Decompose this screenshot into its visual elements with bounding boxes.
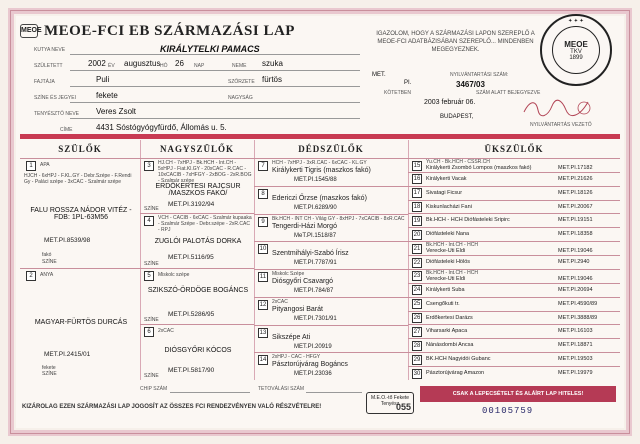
grandparent-name: ZUGLÓI PALOTÁS DORKA (154, 238, 242, 245)
issue-date: 2003 február 06. (424, 99, 476, 106)
gggp-reg: MET.PI.4590/89 (558, 300, 598, 307)
divider (70, 118, 360, 119)
great-grandparent-cell (254, 241, 408, 269)
ggp-reg: MET.PI.784/87 (294, 288, 334, 294)
gggp-name: Nánásdombi Ancsa (426, 342, 474, 349)
dog-coat: fürtös (262, 75, 283, 84)
grandparent-cell (140, 213, 254, 268)
gggp-reg: MET.PI.19151 (558, 217, 593, 224)
color-label: SZÍNE (42, 371, 57, 377)
divider (70, 54, 360, 55)
cell-number: 16 (413, 176, 421, 183)
gggp-name: Sivatagi Ficsur (426, 189, 463, 196)
gggp-reg: MET.PI.19979 (558, 370, 593, 377)
parent-name: FALU ROSSZA NÁDOR VITÉZ - FDB: 1PL-63M56 (30, 207, 132, 221)
stamp-center-text: MEOE (564, 39, 588, 49)
cell-number: 3 (144, 161, 154, 171)
cell-number: 5 (144, 271, 154, 281)
gggp-name: Viharsarki Apaca (426, 328, 468, 335)
gggp-name: Verecke-Uti Eldi (426, 275, 466, 282)
great-great-grandparent-cell (408, 200, 620, 214)
color-label: SZÍNE (42, 259, 57, 265)
ggp-name: Pityangosi Barát (272, 305, 323, 313)
breeder-label: TENYÉSZTŐ NEVE (34, 111, 80, 117)
great-great-grandparent-cell (408, 311, 620, 325)
stamp-arc-text: ✦ ✦ ✦ (568, 18, 584, 23)
col-header-great-grandparents: DÉDSZÜLŐK (298, 144, 364, 154)
great-great-grandparent-cell (408, 269, 620, 283)
cell-number: 30 (413, 370, 421, 377)
grandparent-name: ERDŐKERTESI RAJCSUR /MASZKOS FAKÓ/ (155, 183, 241, 197)
gggp-titles: Bk.HCH - Int.CH - HCH (426, 269, 478, 276)
color-label: SZÍNE (144, 206, 159, 212)
chip-line (170, 392, 250, 393)
gggp-name: Diófásteleki Nana (426, 231, 470, 238)
chip-label: CHIP SZÁM (140, 386, 168, 392)
cell-number: 26 (413, 315, 421, 322)
tattoo-line (306, 392, 362, 393)
birth-day: 26 (175, 59, 184, 68)
gggp-reg: MET.PI.17182 (558, 165, 593, 171)
cell-number: 6 (144, 327, 154, 337)
parent-name: MAGYAR-FÜRTÖS DURCÁS (34, 319, 128, 326)
divider (70, 86, 360, 87)
color-label: SZÍNE (144, 317, 159, 323)
cell-number: 19 (413, 217, 421, 224)
reg-prefix: MET. (372, 72, 386, 78)
grandparent-reg: MET.PI.5817/90 (168, 367, 215, 374)
gggp-name: Királykerti Zsombó Lompos (maszkos fakó) (426, 165, 532, 171)
cell-number: 14 (259, 357, 267, 364)
great-great-grandparent-cell (408, 186, 620, 200)
meoe-logo-icon: MEOE (20, 24, 38, 38)
page-title: MEOE-FCI EB SZÁRMAZÁSI LAP (44, 22, 295, 39)
gggp-reg: MET.PI.3888/89 (558, 314, 598, 321)
grandparent-reg: MET.PI.5286/95 (168, 311, 215, 318)
grandparent-reg: MET.PI.5116/95 (168, 254, 214, 261)
grandparent-cell (140, 158, 254, 213)
dog-sex: szuka (262, 59, 283, 68)
parent-reg: MET.PI.8539/98 (44, 237, 91, 244)
validity-box: CSAK A LEPECSÉTELT ÉS ALÁÍRT LAP HITELES! (420, 386, 616, 402)
grandparent-titles: 2xCAC (158, 328, 174, 334)
great-great-grandparent-cell (408, 324, 620, 338)
cell-number: 27 (413, 328, 421, 335)
col-header-grandparents: NAGYSZÜLŐK (159, 144, 234, 154)
cell-number: 23 (413, 273, 421, 280)
great-grandparent-cell (254, 158, 408, 186)
great-grandparent-cell (254, 186, 408, 214)
dog-name: KIRÁLYTELKI PAMACS (160, 44, 260, 54)
gggp-reg: MET.PI.18871 (558, 342, 593, 349)
breed-label: FAJTÁJA (34, 79, 55, 85)
ggp-name: Sikszépe Ati (272, 333, 311, 341)
cell-number: 8 (258, 189, 268, 199)
gggp-reg: MET.PI.18358 (558, 231, 593, 238)
gggp-name: Diófásteleki Hölös (426, 259, 471, 266)
col-header-parents: SZÜLŐK (58, 144, 102, 154)
grandparent-titles: VCH - CACIB - 6xCAC - Szalmár kupaaka - Szalmár Szépe - Debr.szépe - 2xR.CAC - RPJ (158, 215, 252, 233)
grandparent-cell (140, 268, 254, 324)
gggp-reg: MET.PI.20694 (558, 286, 593, 293)
great-great-grandparent-cell (408, 283, 620, 297)
serial-number: 00105759 (482, 406, 534, 416)
gggp-reg: MET.PI.19503 (558, 356, 593, 363)
ggp-name: Diósgyőri Csavargó (272, 278, 334, 285)
cell-number: 21 (413, 245, 421, 252)
gggp-name: Erdőkertesi Darázs (426, 314, 473, 321)
cell-number: 29 (413, 356, 421, 363)
parent-reg: MET.PI.2415/01 (44, 351, 91, 358)
cell-number: 17 (413, 190, 421, 197)
ggp-name: Edericzi Őrzse (maszkos fakó) (272, 194, 367, 202)
stamp-number: 055 (396, 402, 412, 412)
color-label: SZÍNE ÉS JEGYEI (34, 95, 76, 101)
gggp-reg: MET.PI.20067 (558, 203, 593, 210)
parent-role: APA (40, 162, 50, 168)
cell-number: 22 (413, 259, 421, 266)
gggp-titles: Bk.HCH - Int.CH - HCH (426, 242, 478, 249)
ggp-titles: Bk.HCH - INT CH - Világ GY - 8xHPJ - 7xCACIB - 8xR.CAC (272, 215, 405, 222)
breeder-address: 4431 Sóstógyógyfürdő, Állomás u. 5. (96, 123, 227, 132)
great-great-grandparent-cell (408, 213, 620, 227)
cell-number: 13 (259, 329, 267, 336)
title-row (20, 22, 295, 40)
meoe-seal-stamp (540, 14, 612, 86)
gggp-reg: MET.PI.21626 (558, 175, 593, 182)
col-header-great-great-grandparents: ÜKSZÜLŐK (484, 144, 544, 154)
cell-number: 10 (259, 246, 267, 253)
cell-number: 24 (413, 287, 421, 294)
great-great-grandparent-cell (408, 158, 620, 172)
grandparent-reg: MET.PI.3192/94 (168, 201, 215, 208)
cell-number: 1 (26, 161, 36, 171)
grandparent-name: SZIKSZÓ-ÖRDÖGE BOGÁNCS (147, 287, 249, 294)
color-label: SZÍNE (144, 373, 159, 379)
size-label: NAGYSÁG (228, 95, 253, 101)
ggp-name: Tengerdi-Házi Morgó (272, 222, 337, 230)
cell-number: 12 (259, 301, 267, 308)
cell-number: 18 (413, 204, 421, 211)
volume-label: KÖTETBEN (384, 90, 411, 96)
gggp-reg: MET.PI.16103 (558, 328, 593, 335)
month-unit: HÓ (160, 63, 168, 69)
great-great-grandparent-cell (408, 241, 620, 255)
cell-number: 15 (413, 162, 421, 169)
cell-number: 25 (413, 301, 421, 308)
gggp-reg: MET.PI.19046 (558, 248, 593, 255)
gggp-reg: MET.PI.2940 (558, 259, 590, 266)
ggp-name: Szentmihályi-Szabó Írisz (272, 250, 349, 258)
gggp-name: BK.HCH Nagyidói Gubanc (426, 356, 491, 363)
issuer-label: SZÁM ALATT BEJEGYEZVE (476, 90, 541, 96)
gggp-name: Verecke-Uti Eldi (426, 248, 466, 255)
great-great-grandparent-cell (408, 366, 620, 380)
stamp-sub-text: TKV (570, 48, 582, 55)
great-grandparent-cell (254, 297, 408, 325)
address-label: CÍME (60, 127, 73, 133)
great-great-grandparent-cell (408, 172, 620, 186)
cell-number: 7 (258, 161, 268, 171)
gggp-name: Királykerti Suba (426, 286, 465, 293)
breeder-name: Veres Zsolt (96, 107, 137, 116)
born-label: SZÜLETETT (34, 63, 63, 69)
ggp-reg: MET.PI.6289/90 (294, 204, 337, 211)
ggp-reg: MeT.PI.1518/87 (294, 232, 337, 239)
stamp-year: 1899 (569, 54, 583, 61)
mini-stamp: M.E.O.-tő Fekete Tenyész (366, 392, 414, 414)
birth-year: 2002 (88, 59, 106, 68)
grandparent-titles: Miskolc szépe (158, 272, 190, 278)
year-unit: ÉV (108, 63, 115, 69)
parent-role: ANYA (40, 272, 54, 278)
certification-text: IGAZOLOM, HOGY A SZÁRMAZÁSI LAPON SZEREPLŐ A MEOE-FCI ADATBÁZISÁBAN SZEREPLŐ... MINDENBEN MEGEGYEZNEK. (376, 31, 535, 53)
sex-label: NEME (232, 63, 247, 69)
ggp-reg: MET.PI.20919 (294, 343, 332, 350)
dog-breed: Puli (96, 75, 110, 84)
gggp-name: Bk.HCH - HCH Diófásteleki Sripirc (426, 217, 510, 224)
gggp-reg: MET.PI.18126 (558, 189, 593, 196)
ggp-titles: Miskolc Szépe (272, 271, 305, 277)
signature (522, 96, 592, 122)
great-grandparent-cell (254, 214, 408, 242)
parent-cell-mother (20, 268, 140, 380)
great-great-grandparent-cell (408, 297, 620, 311)
great-great-grandparent-cell (408, 352, 620, 366)
great-grandparent-cell (254, 352, 408, 380)
day-unit: NAP (194, 63, 205, 69)
tattoo-label: TETOVÁLÁSI SZÁM (258, 386, 305, 392)
parent-titles: HJCH - 6xHPJ - F.KL.GY - Debr.Szépe - F.Rendi Gy - Paláci szépe - 3xCAC - Szalmár szépe (24, 173, 132, 185)
gggp-name: Csengőkuti tr. (426, 300, 460, 307)
ggp-titles: 2xCAC (272, 298, 288, 305)
ggp-reg: MET.PI.1545/88 (294, 177, 337, 183)
name-label: KUTYA NEVE (34, 47, 66, 53)
great-great-grandparent-cell (408, 255, 620, 269)
gggp-name: Kiskunlacházi Fani (426, 203, 472, 210)
footer-notice: KIZÁROLAG EZEN SZÁRMAZÁSI LAP JOGOSÍT AZ ÖSSZES FCI RENDEZVÉNYEN VALÓ RÉSZVÉTELRE! (22, 404, 322, 410)
cell-number: 2 (26, 271, 36, 281)
great-grandparent-cell (254, 269, 408, 297)
parent-color: fekete (42, 365, 56, 371)
signer-label: NYILVÁNTARTÁS VEZETŐ (530, 122, 592, 128)
stamp-center (552, 26, 600, 74)
cell-number: 4 (144, 216, 154, 226)
issue-city: BUDAPEST, (440, 114, 474, 120)
cell-number: 11 (259, 274, 267, 280)
reg-label: NYILVÁNTARTÁSI SZÁM: (450, 72, 509, 78)
coat-label: SZŐRZETE (228, 79, 255, 85)
gggp-titles: Yu.CH - Bk.HCH - CSSR.CH (426, 159, 490, 165)
red-separator (20, 134, 620, 139)
ggp-titles: HCH - 7xHPJ - 3xR.CAC - 6xCAC - KL.GY (272, 160, 367, 166)
reg-number: 3467/03 (456, 80, 485, 89)
divider (70, 70, 360, 71)
cell-number: 9 (258, 217, 268, 227)
parent-color: fakó (42, 252, 52, 258)
great-grandparent-cell (254, 325, 408, 353)
gggp-name: Királykerti Vacak (426, 175, 467, 182)
grandparent-cell (140, 324, 254, 380)
color-label: SZÍNE (144, 261, 159, 267)
grandparent-titles: HJ.CH - 7xHPJ - Bk.HCH - Int.CH - 5xHPJ - Fiat.Kl.GY - 20xCAC - R.CAC - 10xCACIB - 7xHFGY - 2xBOG - 2xR.BOG - Szalmár szépe (158, 160, 252, 184)
cell-number: 20 (413, 231, 421, 238)
birth-month: augusztus (124, 59, 161, 68)
great-great-grandparent-cell (408, 338, 620, 352)
ggp-titles: 2xHPJ - CAC - HFGY (272, 354, 321, 361)
gggp-name: Pásztorújvárag Amazon (426, 370, 485, 377)
grandparent-name: DIÓSGYŐRI KÓCOS (164, 347, 232, 354)
parent-cell-father (20, 158, 140, 268)
ggp-reg: MET.PI.7301/91 (294, 315, 337, 322)
ggp-reg: MET.PI.23036 (294, 371, 332, 378)
cell-number: 28 (413, 342, 421, 349)
dog-color: fekete (96, 91, 118, 100)
reg-pi: PI. (404, 80, 412, 86)
gggp-reg: MET.PI.19046 (558, 275, 593, 282)
ggp-reg: MET.PI.7787/91 (294, 260, 337, 267)
great-great-grandparent-cell (408, 227, 620, 241)
ggp-name: Pásztorújvárag Bogáncs (272, 361, 348, 369)
ggp-name: Királykerti Tigris (maszkos fakó) (272, 167, 371, 174)
divider (70, 102, 360, 103)
